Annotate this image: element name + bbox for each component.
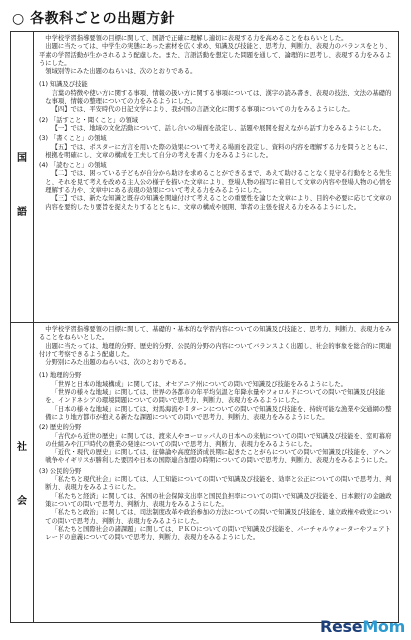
intro-paragraph: 出題に当たっては、地理的分野、歴史的分野、公民的分野の内容についてバランスよく出題し、社会的事象を総合的に関連付けて考察できるよう配慮した。 [39, 342, 392, 358]
subject-body [34, 32, 398, 322]
subject-cell [11, 32, 34, 322]
intro-paragraph: 中学校学習指導要領の目標に関して、基礎的・基本的な学習内容についての知識及び技能と、思考力、判断力、表現力をみることをねらいとした。 [39, 326, 392, 342]
intro-paragraph: 分野別にみた出題のねらいは、次のとおりである。 [45, 359, 191, 367]
section-heading: (2) 「話すこと・聞くこと」の領域 [39, 116, 139, 124]
policy-table [10, 31, 399, 623]
subject-row-japanese [11, 32, 398, 323]
logo-text-accent: Mom [362, 617, 405, 636]
section-paragraph: 「私たちと経済」に関しては、各国の社会保障支出率と国民負担率についての問いで知識及び技能を、日本銀行の金融政策についての問いで思考力、判断力、表現力をみるようにした。 [45, 492, 392, 508]
subject-label [11, 441, 33, 509]
subject-label-char: 語 [17, 207, 27, 218]
logo-text-part: Rese [319, 617, 363, 636]
section-paragraph: 「日本の様々な地域」に関しては、対馬海流やＩターンについての問いで知識及び技能を、持続可能な漁業や交通網の整備により地方都市が抱える新たな課題についての問いで思考力、判断力、表現力をみるようにした。 [45, 405, 392, 421]
subject-label-char: 会 [17, 496, 27, 507]
section-paragraph: 「私たちと政治」に関しては、司法制度改革や政治参加の方法についての問いで知識及び技能を、連立政権や政党についての問いで思考力、判断力、表現力をみるようにした。 [45, 509, 392, 525]
paragraph-gap [39, 367, 393, 370]
section-heading: (3) 「書くこと」の領域 [39, 135, 107, 143]
section-paragraph: 「私たちと現代社会」に関しては、人工知能についての問いで知識及び技能を、効率と公正についての問いで思考力、判断力、表現力をみるようにした。 [45, 476, 392, 492]
subject-row-social [11, 323, 398, 622]
section-heading: (2) 歴史的分野 [39, 424, 82, 432]
paragraph-gap [39, 76, 393, 79]
page-title: ○ 各教科ごとの出題方針 [12, 11, 176, 27]
section-paragraph: 「私たちと国際社会の諸課題」に関しては、ＰＫＯについての問いで知識及び技能を、パーチャルウォーターやフェアトレードの意義についての問いで思考力、判断力、表現力をみるようにした。 [45, 525, 391, 542]
section-paragraph: 「古代から近世の歴史」に関しては、渡来人やヨーロッパ人の日本への来航についての問いで知識及び技能を、室町幕府の仕組みや江戸時代の農業の発達についての問いで思考力、判断力、表現力をみるようにした。 [45, 432, 392, 448]
section-paragraph: 【四】では、平安時代の日記文学により、我が国の言語文化に関する事項についての力をみるようにした。 [51, 106, 354, 114]
intro-paragraph: 出題に当たっては、中学生の実態にあった素材を広く求め、知識及び技能と、思考力、判断力、表現力のバランスをとり、平素の学習活動が生かされるよう配慮した。また、言語活動を想定した問題を通して、論理的に思考し、表現する力をみるようにした。 [39, 43, 392, 67]
resemom-logo [320, 614, 405, 636]
section-paragraph: 【五】では、ポスターに方言を用いた際の効果について考える場面を設定し、資料の内容を理解する力を問うとともに、根拠を明確にし、文章の構成を工夫して自分の考えを書く力をみるようにした。 [45, 143, 392, 159]
section-heading: (1) 地理的分野 [39, 372, 82, 380]
section-paragraph: 【三】では、新たな知識と既存の知識を関連付けて考えることの重要性を論じた文章により、目的や必要に応じて文章の内容を要約したり要旨を捉えたりするとともに、文章の構成や展開、筆者の主張を捉える力をみるようにした。 [45, 195, 392, 211]
section-heading: (3) 公民的分野 [39, 467, 82, 475]
subject-cell [11, 323, 34, 622]
subject-label [11, 152, 33, 220]
subject-label-char: 国 [17, 153, 27, 164]
section-paragraph: 「世界と日本の地域構成」に関しては、オセアニア州についての問いで知識及び技能をみるようにした。 [51, 380, 347, 388]
section-paragraph: 【一】では、地域の文化活動について、話し合いの場面を設定し、話題や展開を捉えながら話す力をみるようにした。 [51, 124, 386, 132]
subject-label-gap [11, 166, 33, 206]
subject-label-gap [11, 455, 33, 495]
intro-paragraph: 中学校学習指導要領の目標に関して、国語で正確に理解し適切に表現する力を高めることをねらいとした。 [45, 35, 348, 42]
section-heading: (4) 「読むこと」の領域 [39, 162, 107, 170]
section-paragraph: 「近代・現代の歴史」に関しては、征韓論や高度経済成長期に起きたことがらについての問いで知識及び技能を、アヘン戦争やイギリスが勝利した要因や日本の国際連合加盟の時期についての問いで思考力、判断力、表現力をみるようにした。 [45, 449, 392, 465]
intro-paragraph: 領域別等にみた出題のねらいは、次のとおりである。 [45, 68, 197, 76]
section-heading: (1) 知識及び技能 [39, 81, 88, 89]
subject-label-char: 社 [17, 442, 27, 453]
section-paragraph: 「世界の様々な地域」に関しては、世界の各都市の年平均気温と年降水量やフォロルドについての問いで知識及び技能を、インドネシアの環境問題についての問いで思考力、判断力、表現力をみるようにした。 [45, 389, 385, 405]
section-paragraph: 【二】では、困っている子どもが自分から助けを求めることができるまで、あえて助けることなく見守る行動をとる先生と、それを見て考えを改める主人公の様子を描いた文章により、登場人物の描写に着目して文章の内容や登場人物の心情を理解する力や、文章中にある表現の効果について考える力をみるようにした。 [45, 170, 392, 195]
subject-body [34, 323, 398, 622]
section-paragraph: 言葉の特徴や使い方に関する事項、情報の扱い方に関する事項については、漢字の読み書き、表現の技法、文法の基礎的な事項、情報の整理についての力をみるようにした。 [45, 89, 392, 106]
